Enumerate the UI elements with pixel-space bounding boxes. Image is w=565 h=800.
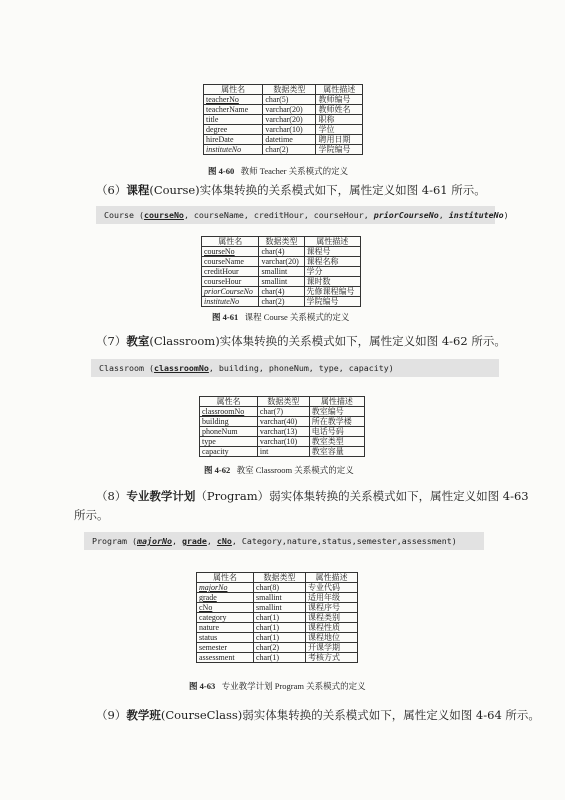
para-term: 教学班: [126, 708, 161, 722]
attribute-name-cell: priorCourseNo: [202, 287, 259, 297]
data-type-cell: smallint: [254, 603, 306, 613]
attribute-desc-cell: 课程名称: [304, 257, 360, 267]
table-row: [204, 145, 363, 155]
table-row: [202, 287, 361, 297]
data-type-cell: varchar(13): [257, 427, 309, 437]
table-row: [197, 603, 358, 613]
para-number: （8）: [96, 489, 127, 503]
course-schema-code: [96, 206, 509, 224]
table-row: [200, 417, 365, 427]
paragraph-8-line-2: 所示。: [74, 508, 109, 522]
attribute-name-cell: majorNo: [197, 583, 254, 593]
para-text: （Program）弱实体集转换的关系模式如下，属性定义如图 4-63: [195, 489, 529, 503]
attribute-name-cell: courseNo: [202, 247, 259, 257]
data-type-cell: smallint: [254, 593, 306, 603]
data-type-cell: char(1): [254, 653, 306, 663]
data-type-cell: varchar(20): [259, 257, 304, 267]
data-type-cell: char(1): [254, 623, 306, 633]
table-row: [204, 125, 363, 135]
schema-primary-foreign-key: majorNo: [136, 536, 172, 546]
attribute-name-cell: instituteNo: [204, 145, 263, 155]
column-header: 数据类型: [259, 237, 304, 247]
table-row: [202, 297, 361, 307]
para-number: （6）: [96, 183, 127, 197]
column-header: 属性名: [197, 573, 254, 583]
para-term: 教室: [126, 334, 150, 348]
schema-foreign-key: priorCourseNo: [373, 210, 439, 220]
table-header-row: [197, 573, 358, 583]
data-type-cell: char(4): [259, 287, 304, 297]
data-type-cell: char(2): [254, 643, 306, 653]
table-row: [197, 613, 358, 623]
caption-text: 课程 Course 关系模式的定义: [244, 312, 350, 322]
figure-caption-4-60: [208, 165, 348, 177]
column-header: 属性名: [202, 237, 259, 247]
table-row: [202, 267, 361, 277]
attribute-name-cell: hireDate: [204, 135, 263, 145]
schema-sep: ,: [438, 210, 449, 220]
table-header-row: [202, 237, 361, 247]
data-type-cell: varchar(10): [257, 437, 309, 447]
attribute-desc-cell: 电话号码: [309, 427, 364, 437]
caption-text: 专业教学计划 Program 关系模式的定义: [221, 681, 366, 691]
schema-primary-key: courseNo: [143, 210, 184, 220]
attribute-desc-cell: 课程类别: [305, 613, 357, 623]
attribute-desc-cell: 所在教学楼: [309, 417, 364, 427]
data-type-cell: char(7): [257, 407, 309, 417]
paragraph-8: [96, 488, 529, 504]
attribute-name-cell: teacherName: [204, 105, 263, 115]
attribute-name-cell: classroomNo: [200, 407, 258, 417]
column-header: 属性名: [200, 397, 258, 407]
attribute-desc-cell: 教师编号: [316, 95, 363, 105]
attribute-name-cell: courseHour: [202, 277, 259, 287]
schema-end: ): [503, 210, 509, 220]
column-header: 属性名: [204, 85, 263, 95]
table-row: [204, 135, 363, 145]
table-row: [204, 95, 363, 105]
column-header: 数据类型: [257, 397, 309, 407]
schema-name: Course (: [104, 210, 144, 220]
table-row: [200, 407, 365, 417]
data-type-cell: varchar(10): [263, 125, 316, 135]
data-type-cell: smallint: [259, 267, 304, 277]
caption-number: 图 4-60: [208, 166, 235, 176]
attribute-name-cell: status: [197, 633, 254, 643]
data-type-cell: char(2): [259, 297, 304, 307]
classroom-schema-code: [91, 359, 499, 377]
caption-number: 图 4-61: [212, 312, 239, 322]
schema-attrs: , building, phoneNum, type, capacity): [208, 363, 394, 373]
data-type-cell: varchar(20): [263, 105, 316, 115]
attribute-desc-cell: 教室编号: [309, 407, 364, 417]
data-type-cell: char(5): [263, 95, 316, 105]
data-type-cell: char(4): [259, 247, 304, 257]
attribute-desc-cell: 学位: [316, 125, 363, 135]
paragraph-7: [96, 333, 506, 349]
attribute-desc-cell: 课程序号: [305, 603, 357, 613]
teacher-attribute-table: [203, 84, 363, 155]
data-type-cell: int: [257, 447, 309, 457]
para-text: (Classroom)实体集转换的关系模式如下，属性定义如图 4-62 所示。: [149, 334, 506, 348]
column-header: 属性描述: [316, 85, 363, 95]
schema-primary-key: classroomNo: [153, 363, 209, 373]
data-type-cell: char(2): [263, 145, 316, 155]
figure-caption-4-62: [204, 464, 354, 476]
table-row: [204, 105, 363, 115]
attribute-name-cell: semester: [197, 643, 254, 653]
column-header: 属性描述: [305, 573, 357, 583]
table-row: [197, 593, 358, 603]
caption-text: 教室 Classroom 关系模式的定义: [236, 465, 354, 475]
attribute-name-cell: teacherNo: [204, 95, 263, 105]
data-type-cell: datetime: [263, 135, 316, 145]
attribute-name-cell: capacity: [200, 447, 258, 457]
attribute-name-cell: cNo: [197, 603, 254, 613]
para-number: （9）: [96, 708, 127, 722]
attribute-desc-cell: 教室类型: [309, 437, 364, 447]
paragraph-9: [96, 707, 540, 723]
attribute-name-cell: category: [197, 613, 254, 623]
paragraph-6: [96, 182, 486, 198]
table-row: [202, 247, 361, 257]
data-type-cell: varchar(20): [263, 115, 316, 125]
attribute-desc-cell: 课时数: [304, 277, 360, 287]
table-header-row: [200, 397, 365, 407]
table-row: [200, 427, 365, 437]
attribute-desc-cell: 学院编号: [304, 297, 360, 307]
column-header: 属性描述: [309, 397, 364, 407]
attribute-name-cell: nature: [197, 623, 254, 633]
data-type-cell: varchar(40): [257, 417, 309, 427]
data-type-cell: smallint: [259, 277, 304, 287]
table-row: [197, 583, 358, 593]
attribute-desc-cell: 专业代码: [305, 583, 357, 593]
attribute-name-cell: title: [204, 115, 263, 125]
schema-sep: ,: [171, 536, 182, 546]
attribute-desc-cell: 课程号: [304, 247, 360, 257]
attribute-desc-cell: 适用年级: [305, 593, 357, 603]
data-type-cell: char(8): [254, 583, 306, 593]
program-attribute-table: [196, 572, 358, 663]
column-header: 属性描述: [304, 237, 360, 247]
attribute-name-cell: type: [200, 437, 258, 447]
table-row: [200, 447, 365, 457]
table-row: [197, 643, 358, 653]
schema-name: Classroom (: [99, 363, 154, 373]
attribute-desc-cell: 学分: [304, 267, 360, 277]
para-term: 专业教学计划: [126, 489, 196, 503]
program-schema-code: [84, 532, 484, 550]
table-row: [197, 653, 358, 663]
para-term: 课程: [126, 183, 150, 197]
schema-primary-key: grade: [181, 536, 207, 546]
table-row: [200, 437, 365, 447]
schema-primary-key: cNo: [216, 536, 232, 546]
table-row: [204, 115, 363, 125]
para-number: （7）: [96, 334, 127, 348]
attribute-name-cell: assessment: [197, 653, 254, 663]
table-row: [202, 277, 361, 287]
caption-text: 教师 Teacher 关系模式的定义: [240, 166, 349, 176]
attribute-desc-cell: 职称: [316, 115, 363, 125]
attribute-desc-cell: 考核方式: [305, 653, 357, 663]
attribute-desc-cell: 教师姓名: [316, 105, 363, 115]
column-header: 数据类型: [263, 85, 316, 95]
table-row: [197, 633, 358, 643]
schema-attrs: , Category,nature,status,semester,assessment): [231, 536, 457, 546]
attribute-name-cell: building: [200, 417, 258, 427]
para-text: (CourseClass)弱实体集转换的关系模式如下，属性定义如图 4-64 所示。: [160, 708, 540, 722]
classroom-attribute-table: [199, 396, 365, 457]
attribute-desc-cell: 课程地位: [305, 633, 357, 643]
schema-sep: ,: [206, 536, 217, 546]
caption-number: 图 4-63: [189, 681, 216, 691]
attribute-name-cell: courseName: [202, 257, 259, 267]
attribute-desc-cell: 先修课程编号: [304, 287, 360, 297]
figure-caption-4-61: [212, 311, 349, 323]
para-text: (Course)实体集转换的关系模式如下，属性定义如图 4-61 所示。: [149, 183, 486, 197]
column-header: 数据类型: [254, 573, 306, 583]
attribute-name-cell: degree: [204, 125, 263, 135]
attribute-desc-cell: 学院编号: [316, 145, 363, 155]
attribute-name-cell: creditHour: [202, 267, 259, 277]
attribute-desc-cell: 教室容量: [309, 447, 364, 457]
attribute-desc-cell: 开课学期: [305, 643, 357, 653]
attribute-name-cell: instituteNo: [202, 297, 259, 307]
attribute-desc-cell: 聘用日期: [316, 135, 363, 145]
table-row: [197, 623, 358, 633]
table-header-row: [204, 85, 363, 95]
table-row: [202, 257, 361, 267]
course-attribute-table: [201, 236, 361, 307]
schema-attrs: , courseName, creditHour, courseHour,: [183, 210, 374, 220]
attribute-desc-cell: 课程性质: [305, 623, 357, 633]
caption-number: 图 4-62: [204, 465, 231, 475]
figure-caption-4-63: [189, 680, 366, 692]
attribute-name-cell: grade: [197, 593, 254, 603]
data-type-cell: char(1): [254, 633, 306, 643]
attribute-name-cell: phoneNum: [200, 427, 258, 437]
schema-foreign-key: instituteNo: [448, 210, 504, 220]
data-type-cell: char(1): [254, 613, 306, 623]
schema-name: Program (: [92, 536, 137, 546]
